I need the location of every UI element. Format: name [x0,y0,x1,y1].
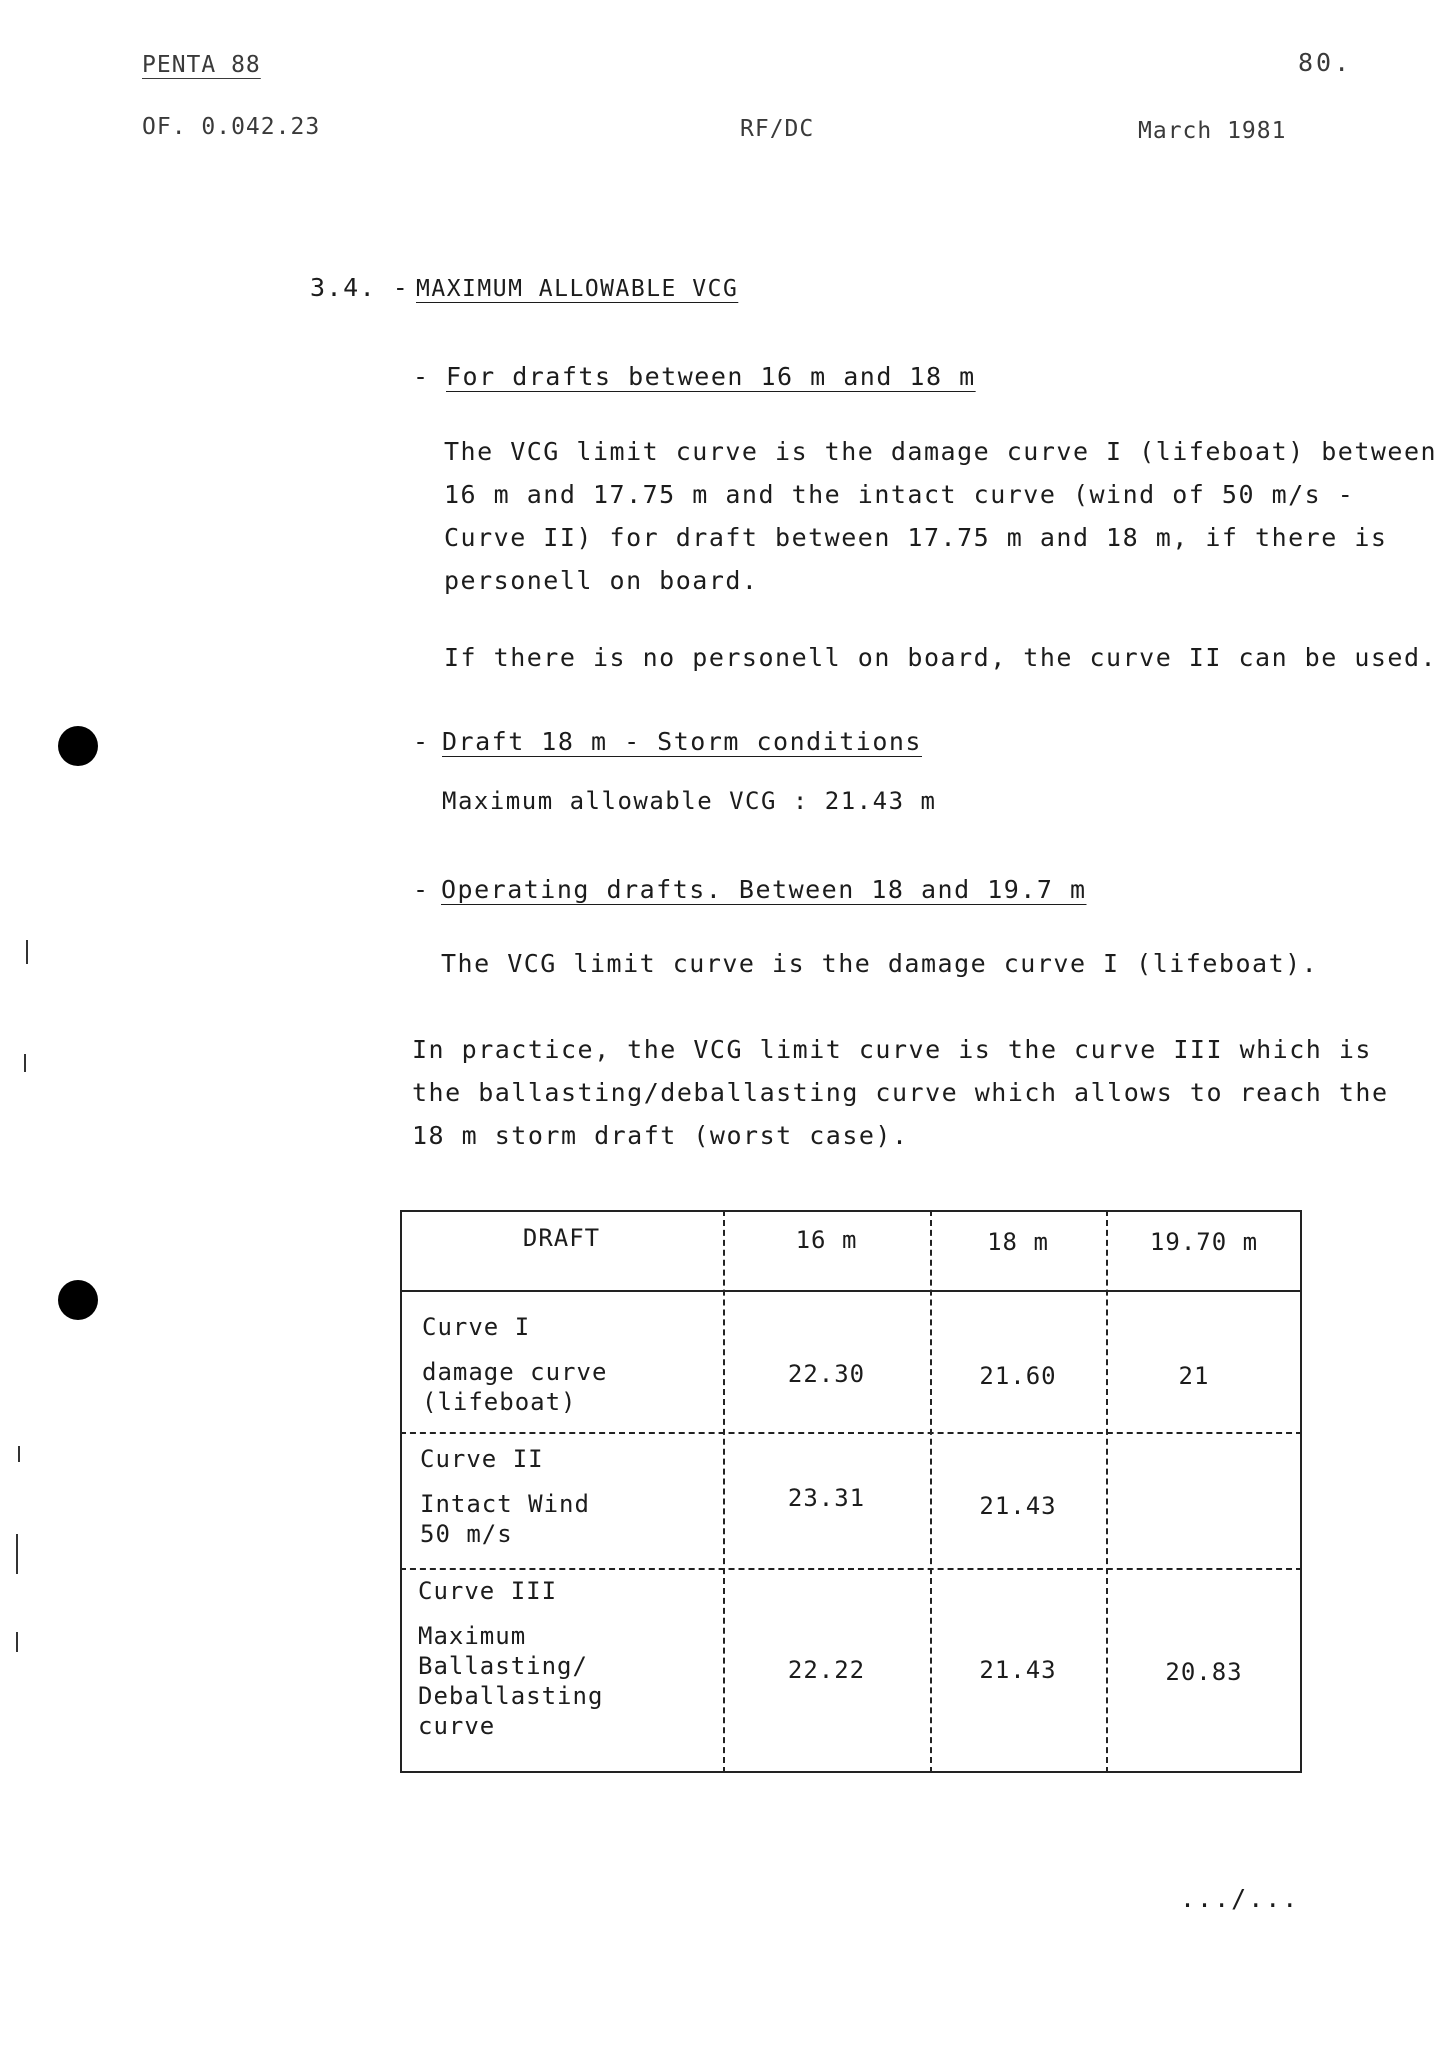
paragraph-line: personell on board. [444,566,759,595]
item-1-bullet: - [413,362,430,391]
paragraph-line: the ballasting/deballasting curve which allows to reach the [412,1078,1389,1107]
author-initials: RF/DC [740,116,815,142]
item-3-bullet: - [413,875,430,904]
paragraph-line: Curve II) for draft between 17.75 m and 18 m, if there is [444,523,1388,552]
section-title: MAXIMUM ALLOWABLE VCG [416,276,739,302]
row-3-19-70m: 20.83 [1165,1658,1243,1686]
item-1-heading: For drafts between 16 m and 18 m [446,362,976,391]
paragraph-line: 18 m storm draft (worst case). [412,1121,909,1150]
header-18m: 18 m [987,1228,1049,1256]
item-2-value: Maximum allowable VCG : 21.43 m [442,787,937,815]
margin-mark [26,940,28,964]
item-2-bullet: - [413,727,430,756]
margin-mark [18,1446,20,1462]
row-1-16m: 22.30 [787,1360,866,1388]
row-divider [400,1432,1302,1434]
item-3-text: The VCG limit curve is the damage curve I (lifeboat). [441,949,1319,978]
header-draft: DRAFT [522,1224,601,1252]
paragraph-line: The VCG limit curve is the damage curve I (lifeboat) between [444,437,1438,466]
item-1-paragraph [444,430,1437,602]
punch-hole [58,726,98,766]
row-1-name: Curve I [422,1313,531,1341]
document-reference: OF. 0.042.23 [142,114,321,140]
punch-hole [58,1280,98,1320]
row-1-desc: damage curve (lifeboat) [422,1358,608,1416]
row-3-desc: Maximum Ballasting/ Deballasting curve [418,1622,604,1740]
document-name: PENTA 88 [142,52,261,78]
item-1-note: If there is no personell on board, the curve II can be used. [444,643,1438,672]
practice-paragraph [412,1028,1389,1157]
row-1-18m: 21.60 [979,1362,1057,1390]
row-3-16m: 22.22 [787,1656,866,1684]
row-2-desc: Intact Wind 50 m/s [420,1490,590,1548]
row-2-18m: 21.43 [979,1492,1057,1520]
margin-mark [24,1054,26,1072]
paragraph-line: 16 m and 17.75 m and the intact curve (wind of 50 m/s - [444,480,1355,509]
header-16m: 16 m [795,1226,858,1254]
row-2-16m: 23.31 [787,1484,866,1512]
row-divider [400,1568,1302,1570]
continuation-mark: .../... [1180,1884,1300,1913]
margin-mark [16,1534,18,1574]
section-number: 3.4. - [310,273,410,302]
column-divider [1106,1210,1108,1773]
row-3-18m: 21.43 [979,1656,1057,1684]
paragraph-line: In practice, the VCG limit curve is the curve III which is [412,1035,1372,1064]
row-3-name: Curve III [418,1577,558,1605]
row-1-19-70m: 21 [1178,1362,1210,1390]
margin-mark [16,1632,18,1652]
header-19-70m: 19.70 m [1149,1228,1259,1256]
header-divider [400,1290,1302,1292]
item-3-heading: Operating drafts. Between 18 and 19.7 m [441,875,1087,904]
page-number: 80. [1298,48,1353,77]
document-date: March 1981 [1138,118,1287,144]
row-2-name: Curve II [420,1445,544,1473]
vcg-table [400,1210,1302,1773]
item-2-heading: Draft 18 m - Storm conditions [442,727,922,756]
